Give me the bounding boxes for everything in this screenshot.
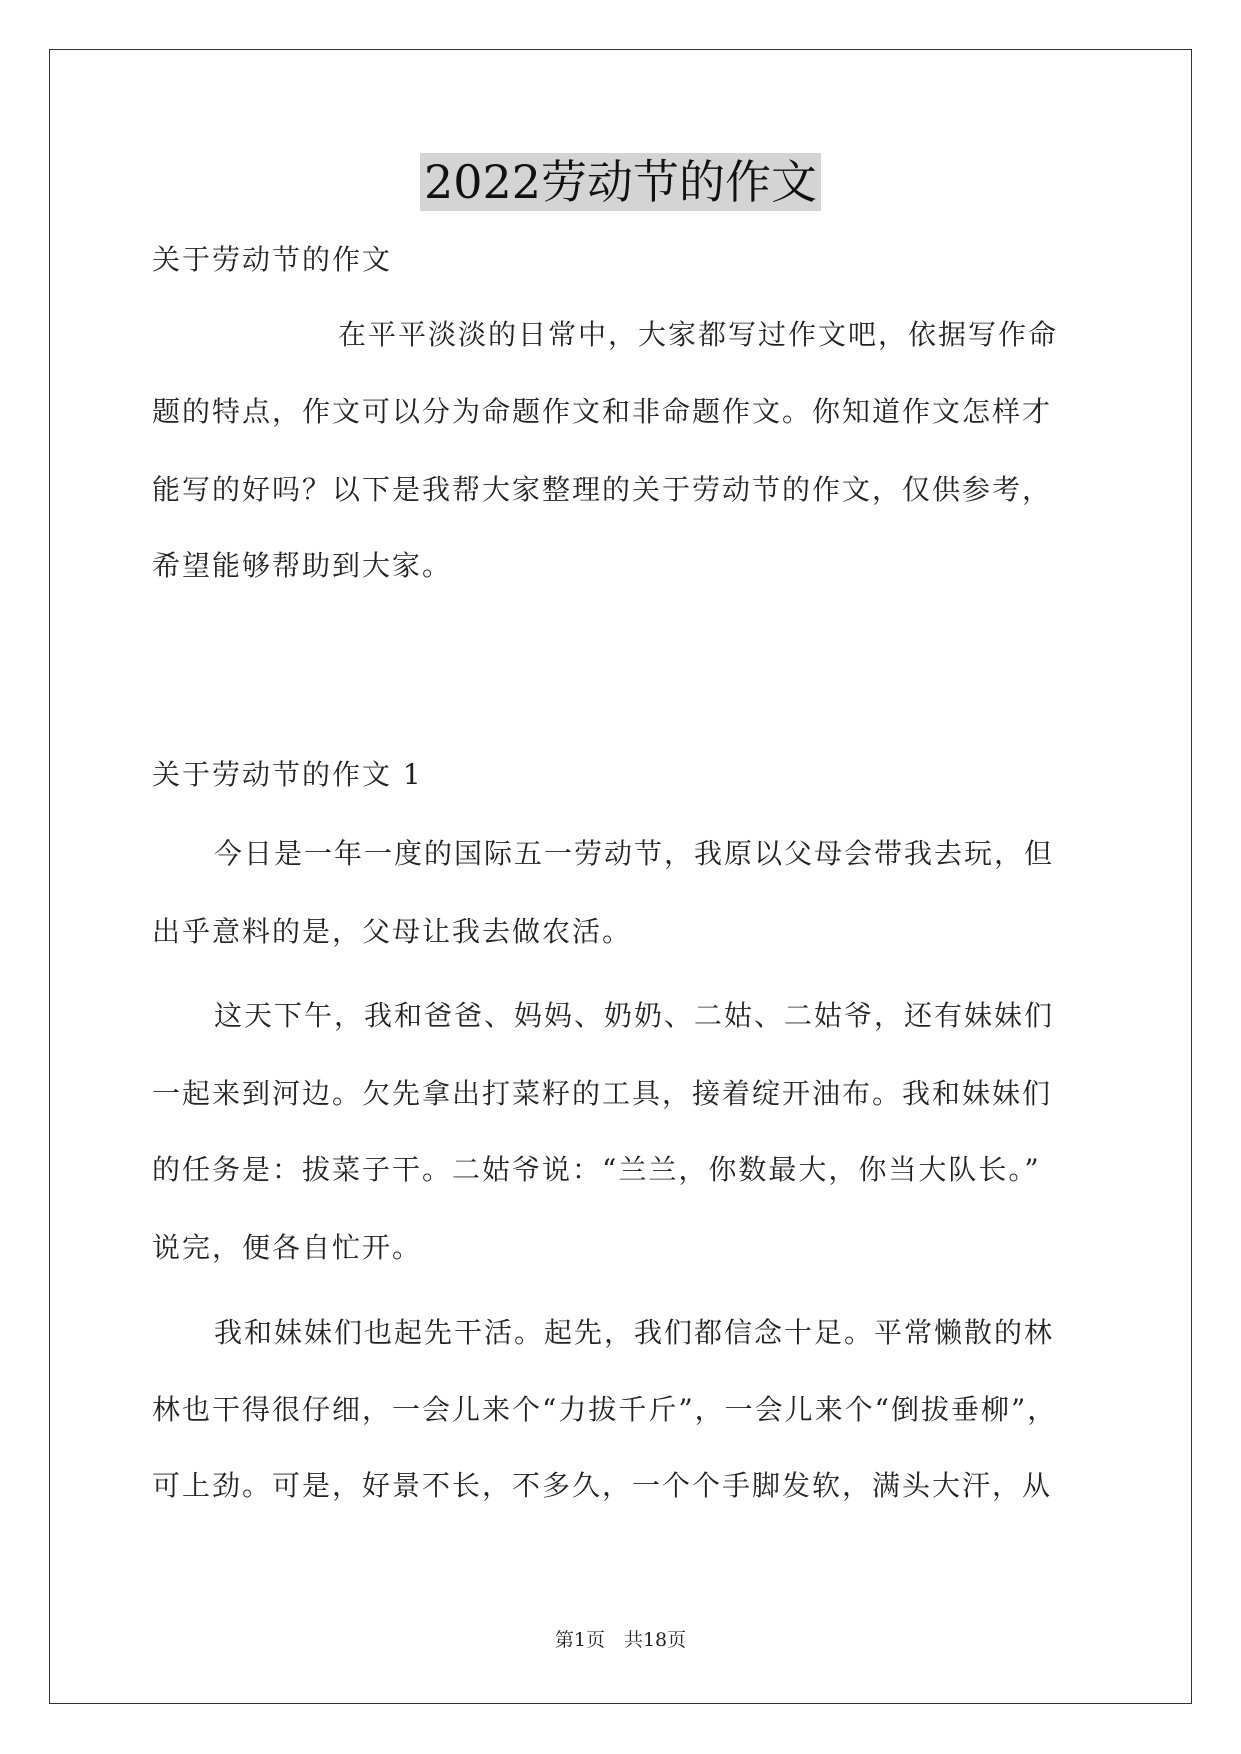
paragraph-line: 说完，便各自忙开。 xyxy=(152,1231,423,1264)
paragraph-line: 一起来到河边。欠先拿出打菜籽的工具，接着绽开油布。我和妹妹们 xyxy=(152,1077,1053,1110)
section-heading: 关于劳动节的作文 1 xyxy=(152,758,423,791)
paragraph-line: 能写的好吗？以下是我帮大家整理的关于劳动节的作文，仅供参考， xyxy=(152,473,1053,506)
document-title-text: 2022劳动节的作文 xyxy=(420,153,821,211)
paragraph-line: 今日是一年一度的国际五一劳动节，我原以父母会带我去玩，但 xyxy=(214,837,1055,870)
paragraph-line: 这天下午，我和爸爸、妈妈、奶奶、二姑、二姑爷，还有妹妹们 xyxy=(214,999,1055,1032)
paragraph-line: 出乎意料的是，父母让我去做农活。 xyxy=(152,915,633,948)
paragraph-line: 可上劲。可是，好景不长，不多久，一个个手脚发软，满头大汗，从 xyxy=(152,1469,1053,1502)
intro-heading: 关于劳动节的作文 xyxy=(152,243,393,276)
page-border xyxy=(49,49,1192,1704)
paragraph-line: 林也干得很仔细，一会儿来个“力拔千斤”，一会儿来个“倒拔垂柳”， xyxy=(152,1393,1058,1426)
paragraph-line: 在平平淡淡的日常中，大家都写过作文吧，依据写作命 xyxy=(338,318,1059,351)
paragraph-line: 题的特点，作文可以分为命题作文和非命题作文。你知道作文怎样才 xyxy=(152,395,1053,428)
paragraph-line: 我和妹妹们也起先干活。起先，我们都信念十足。平常懒散的林 xyxy=(214,1316,1055,1349)
page-footer: 第1页 共18页 xyxy=(554,1629,687,1651)
paragraph-line: 希望能够帮助到大家。 xyxy=(152,549,453,582)
paragraph-line: 的任务是：拔菜子干。二姑爷说：“兰兰，你数最大，你当大队长。” xyxy=(152,1153,1041,1186)
document-title xyxy=(0,150,1241,214)
